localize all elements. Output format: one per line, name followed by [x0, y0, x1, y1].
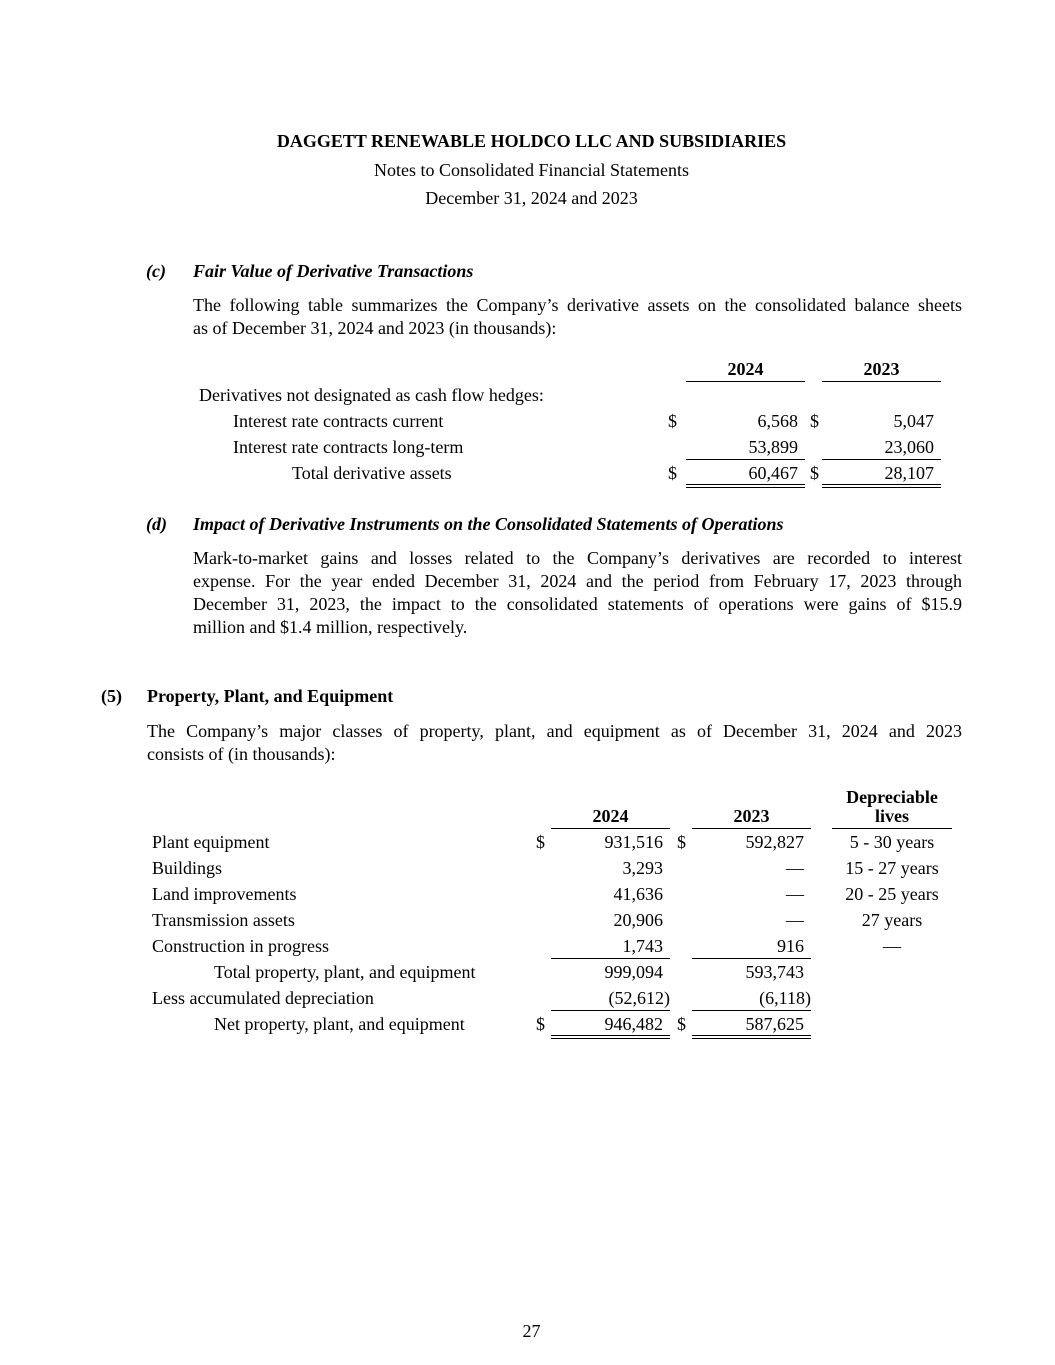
- ppe-row-currency: $: [536, 832, 545, 852]
- deriv-row-2024-value: 6,568: [757, 411, 798, 431]
- deriv-row-label: Interest rate contracts long-term: [233, 437, 464, 457]
- ppe-col-2023: 2023: [733, 806, 770, 826]
- ppe-total-label: Total property, plant, and equipment: [214, 962, 476, 982]
- ppe-subtotal-rule: [551, 958, 670, 959]
- deriv-total-double-rule: [822, 484, 941, 488]
- ppe-net-double-rule: [551, 1035, 670, 1039]
- deriv-total-label: Total derivative assets: [292, 463, 452, 483]
- section-c-paragraph: [193, 294, 962, 340]
- deriv-row-currency: $: [810, 463, 819, 483]
- ppe-net-label: Net property, plant, and equipment: [214, 1014, 465, 1034]
- ppe-col-lives: [832, 788, 952, 826]
- deriv-row-currency: $: [668, 463, 677, 483]
- ppe-net-double-rule: [692, 1035, 811, 1039]
- ppe-row-2023-value: —: [786, 858, 804, 878]
- deriv-col-2024: 2024: [727, 359, 764, 379]
- section-c-marker: (c): [146, 261, 166, 281]
- ppe-row-lives: 20 - 25 years: [845, 884, 939, 904]
- section-d-para-line: million and $1.4 million, respectively.: [193, 617, 468, 637]
- deriv-row-label: Interest rate contracts current: [233, 411, 444, 431]
- ppe-row-lives: 5 - 30 years: [849, 832, 935, 852]
- ppe-total-2024-value: 999,094: [604, 962, 663, 982]
- section-c-para-line: The following table summarizes the Company’s derivative assets on the consolidated balance sheets: [193, 295, 962, 315]
- ppe-col-2024: 2024: [592, 806, 629, 826]
- ppe-col-lives-line1: Depreciable: [846, 787, 938, 807]
- deriv-total-double-rule: [686, 484, 805, 488]
- company-name: DAGGETT RENEWABLE HOLDCO LLC AND SUBSIDIARIES: [276, 131, 787, 151]
- section-d-paragraph: [193, 547, 962, 639]
- ppe-row-2023-value: 916: [777, 936, 804, 956]
- ppe-row-2024-value: 41,636: [613, 884, 663, 904]
- ppe-row-lives: —: [883, 936, 901, 956]
- ppe-row-currency: $: [677, 1014, 686, 1034]
- deriv-row-currency: $: [668, 411, 677, 431]
- ppe-row-currency: $: [536, 1014, 545, 1034]
- section-c-title: Fair Value of Derivative Transactions: [193, 261, 474, 281]
- deriv-col-2024-rule: [686, 381, 805, 382]
- document-date: December 31, 2024 and 2023: [425, 188, 638, 208]
- ppe-row-lives: 27 years: [861, 910, 923, 930]
- ppe-row-2023-value: 592,827: [745, 832, 804, 852]
- deriv-row-2023-value: 5,047: [893, 411, 934, 431]
- ppe-row-2024-value: 1,743: [622, 936, 663, 956]
- deriv-subtotal-rule: [822, 459, 941, 460]
- ppe-row-2023-value: —: [786, 884, 804, 904]
- ppe-row-2023-value: —: [786, 910, 804, 930]
- section-d-title: Impact of Derivative Instruments on the Consolidated Statements of Operations: [193, 514, 784, 534]
- section-d-para-line: Mark-to-market gains and losses related to the Company’s derivatives are recorded to interest: [193, 548, 962, 568]
- ppe-col-2024-rule: [551, 828, 670, 829]
- deriv-group-label: Derivatives not designated as cash flow hedges:: [199, 385, 544, 405]
- ppe-row-label: Transmission assets: [152, 910, 295, 930]
- deriv-subtotal-rule: [686, 459, 805, 460]
- section-d-marker: (d): [146, 514, 167, 534]
- ppe-row-2024-value: 931,516: [604, 832, 663, 852]
- section-d-para-line: December 31, 2023, the impact to the consolidated statements of operations were gains of $15.9: [193, 594, 962, 614]
- ppe-col-lives-rule: [832, 828, 952, 829]
- section-5-title: Property, Plant, and Equipment: [147, 686, 394, 706]
- section-5-paragraph: [147, 720, 962, 766]
- ppe-row-label: Land improvements: [152, 884, 297, 904]
- section-c-para-line: as of December 31, 2024 and 2023 (in thousands):: [193, 318, 557, 338]
- deriv-col-2023: 2023: [863, 359, 900, 379]
- section-5-para-line: consists of (in thousands):: [147, 744, 336, 764]
- ppe-subtotal-rule: [692, 958, 811, 959]
- deriv-col-2023-rule: [822, 381, 941, 382]
- ppe-row-2024-value: 20,906: [613, 910, 663, 930]
- ppe-row-currency: $: [677, 832, 686, 852]
- ppe-row-2024-value: 3,293: [622, 858, 663, 878]
- ppe-net-rule: [692, 1010, 811, 1011]
- section-5-para-line: The Company’s major classes of property, plant, and equipment as of December 31, 2024 and 2023: [147, 721, 962, 741]
- ppe-row-label: Less accumulated depreciation: [152, 988, 374, 1008]
- deriv-row-currency: $: [810, 411, 819, 431]
- ppe-col-lives-line2: lives: [875, 806, 909, 826]
- deriv-row-2023-value: 23,060: [884, 437, 934, 457]
- ppe-row-label: Buildings: [152, 858, 223, 878]
- deriv-total-2023-value: 28,107: [884, 463, 934, 483]
- ppe-row-lives: 15 - 27 years: [845, 858, 939, 878]
- document-subtitle: Notes to Consolidated Financial Statements: [374, 160, 689, 180]
- deriv-row-2024-value: 53,899: [748, 437, 798, 457]
- deriv-total-2024-value: 60,467: [748, 463, 798, 483]
- section-5-marker: (5): [101, 686, 122, 706]
- ppe-total-2023-value: 593,743: [745, 962, 804, 982]
- ppe-row-label: Construction in progress: [152, 936, 329, 956]
- ppe-row-2024-value: (52,612): [608, 988, 670, 1008]
- ppe-net-rule: [551, 1010, 670, 1011]
- ppe-net-2023-value: 587,625: [745, 1014, 804, 1034]
- ppe-row-2023-value: (6,118): [759, 988, 811, 1008]
- ppe-col-2023-rule: [692, 828, 811, 829]
- ppe-net-2024-value: 946,482: [604, 1014, 663, 1034]
- ppe-row-label: Plant equipment: [152, 832, 270, 852]
- section-d-para-line: expense. For the year ended December 31, 2024 and the period from February 17, 2023 through: [193, 571, 962, 591]
- page-number: 27: [522, 1321, 541, 1341]
